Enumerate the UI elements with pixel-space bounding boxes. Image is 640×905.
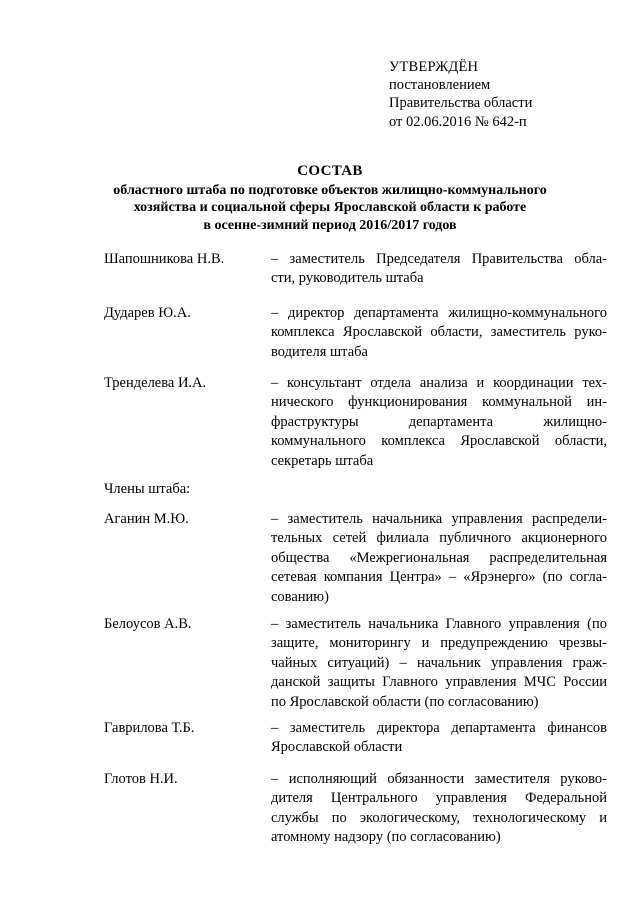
staff-role [271,615,607,712]
staff-role-line: – директор департамента жилищно-коммунального [271,305,607,321]
staff-role [271,250,607,289]
staff-name: Белоусов А.В. [104,616,192,632]
staff-role-line: коммунального комплекса Ярославской области, [271,433,607,450]
approval-line-decree: постановлением [389,77,491,94]
staff-role-line: – консультант отдела анализа и координации тех- [271,375,607,391]
staff-role-line: фраструктуры департамента жилищно- [271,413,607,430]
staff-role-line: дителя Центрального управления Федеральной [271,790,607,807]
staff-role-line: – заместитель начальника управления распредели- [271,511,607,527]
staff-role-line: чайных ситуаций) – начальник управления граж- [271,654,607,671]
staff-role-line: общества «Межрегиональная распределительная [271,549,607,566]
staff-role-line: тельных сетей филиала публичного акционерного [271,530,607,547]
staff-role [271,510,607,607]
staff-role-line: – заместитель директора департамента финансов [271,720,607,736]
staff-role-line: водителя штаба [271,343,368,360]
title-subheading-line: хозяйства и социальной сферы Ярославской области к работе [133,200,527,216]
staff-role-line: – исполняющий обязанности заместителя руково- [271,771,607,787]
staff-role-line: нического функционирования коммунальной ин- [271,394,607,411]
staff-role [271,719,607,758]
title-heading: СОСТАВ [297,163,363,179]
approval-title: УТВЕРЖДЁН [389,59,479,75]
staff-role-line: данской защиты Главного управления МЧС России [271,674,607,691]
approval-line-date: от 02.06.2016 № 642-п [389,113,527,130]
staff-role [271,304,607,362]
staff-role-line: защите, мониторингу и предупреждению чрезвы- [271,635,607,652]
staff-name: Шапошникова Н.В. [104,251,225,267]
members-heading: Члены штаба: [104,481,191,497]
staff-name: Гаврилова Т.Б. [104,720,195,736]
staff-role-line: Ярославской области [271,739,403,756]
title-subheading-line: в осенне-зимний период 2016/2017 годов [203,217,457,233]
staff-role-line: службы по экологическому, технологическому и [271,809,607,826]
staff-role-line: по Ярославской области (по согласованию) [271,693,539,710]
staff-role-line: сти, руководитель штаба [271,270,424,287]
title-subheading-line: областного штаба по подготовке объектов жилищно-коммунального [113,182,547,198]
approval-line-government: Правительства области [389,95,533,112]
staff-role-line: секретарь штаба [271,452,374,469]
staff-role [271,770,607,848]
document-title [60,163,600,234]
staff-name: Тренделева И.А. [104,375,207,391]
staff-role-line: сетевая компания Центра» – «Ярэнерго» (по согла- [271,569,607,586]
staff-name: Глотов Н.И. [104,771,178,787]
staff-name: Дударев Ю.А. [104,305,191,321]
staff-role-line: – заместитель начальника Главного управления (по [271,616,607,632]
staff-name: Аганин М.Ю. [104,511,189,527]
staff-role-line: комплекса Ярославской области, заместитель руко- [271,324,607,341]
staff-role-line: сованию) [271,588,329,605]
staff-role-line: атомному надзору (по согласованию) [271,829,501,846]
staff-role [271,374,607,471]
staff-role-line: – заместитель Председателя Правительства обла- [271,251,607,267]
approval-stamp [389,58,532,131]
